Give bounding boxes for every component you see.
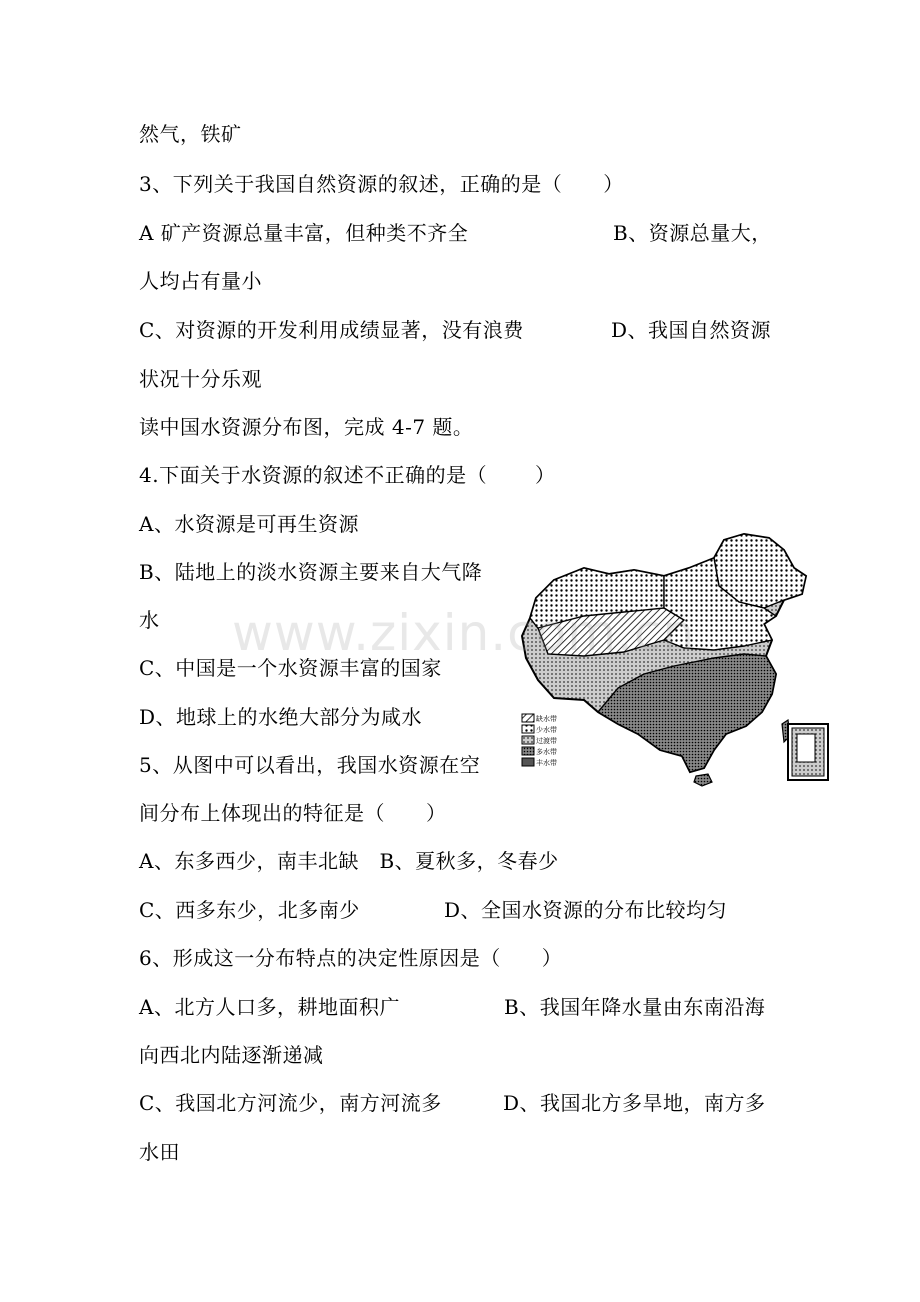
q3-option-d: D、我国自然资源 [611, 318, 772, 342]
question-3: 3、下列关于我国自然资源的叙述，正确的是（ ） [139, 172, 624, 196]
q6-option-c: C、我国北方河流少，南方河流多 [139, 1091, 442, 1115]
question-6: 6、形成这一分布特点的决定性原因是（ ） [139, 946, 563, 970]
q4-option-a: A、水资源是可再生资源 [139, 512, 359, 536]
q4-option-b-cont: 水 [139, 608, 160, 632]
legend-label: 缺水带 [536, 715, 557, 723]
map-intro: 读中国水资源分布图，完成 4-7 题。 [139, 415, 474, 439]
watermark: www.zixin.com.cn [232, 604, 696, 662]
legend-label: 过渡带 [536, 737, 557, 745]
q6-option-d: D、我国北方多旱地，南方多 [503, 1091, 766, 1115]
map-legend [522, 714, 557, 767]
q4-option-b: B、陆地上的淡水资源主要来自大气降 [139, 560, 483, 584]
legend-label: 丰水带 [536, 759, 557, 767]
q5-option-c: C、西多东少，北多南少 [139, 898, 360, 922]
legend-label: 少水带 [536, 726, 557, 734]
q4-option-d: D、地球上的水绝大部分为咸水 [139, 705, 423, 729]
q6-option-a: A、北方人口多，耕地面积广 [139, 995, 400, 1019]
question-5: 5、从图中可以看出，我国水资源在空 [139, 753, 481, 777]
q3-option-d-cont: 状况十分乐观 [139, 367, 262, 391]
q3-option-c: C、对资源的开发利用成绩显著，没有浪费 [139, 318, 524, 342]
q6-option-b-cont: 向西北内陆逐渐递减 [139, 1043, 324, 1067]
q5-option-d: D、全国水资源的分布比较均匀 [444, 898, 728, 922]
q3-option-b: B、资源总量大， [613, 221, 772, 245]
question-4: 4.下面关于水资源的叙述不正确的是（ ） [139, 463, 556, 487]
q6-option-d-cont: 水田 [139, 1140, 180, 1164]
map-island-hainan [694, 774, 712, 786]
q3-option-a: A 矿产资源总量丰富，但种类不齐全 [139, 221, 469, 245]
q5-options-ab: A、东多西少，南丰北缺 B、夏秋多，冬春少 [139, 849, 559, 873]
q3-option-b-cont: 人均占有量小 [139, 269, 262, 293]
q6-option-b: B、我国年降水量由东南沿海 [504, 995, 766, 1019]
legend-label: 多水带 [536, 748, 557, 756]
text-line: 然气，铁矿 [139, 122, 242, 146]
q4-option-c: C、中国是一个水资源丰富的国家 [139, 656, 442, 680]
question-5-cont: 间分布上体现出的特征是（ ） [139, 801, 447, 825]
